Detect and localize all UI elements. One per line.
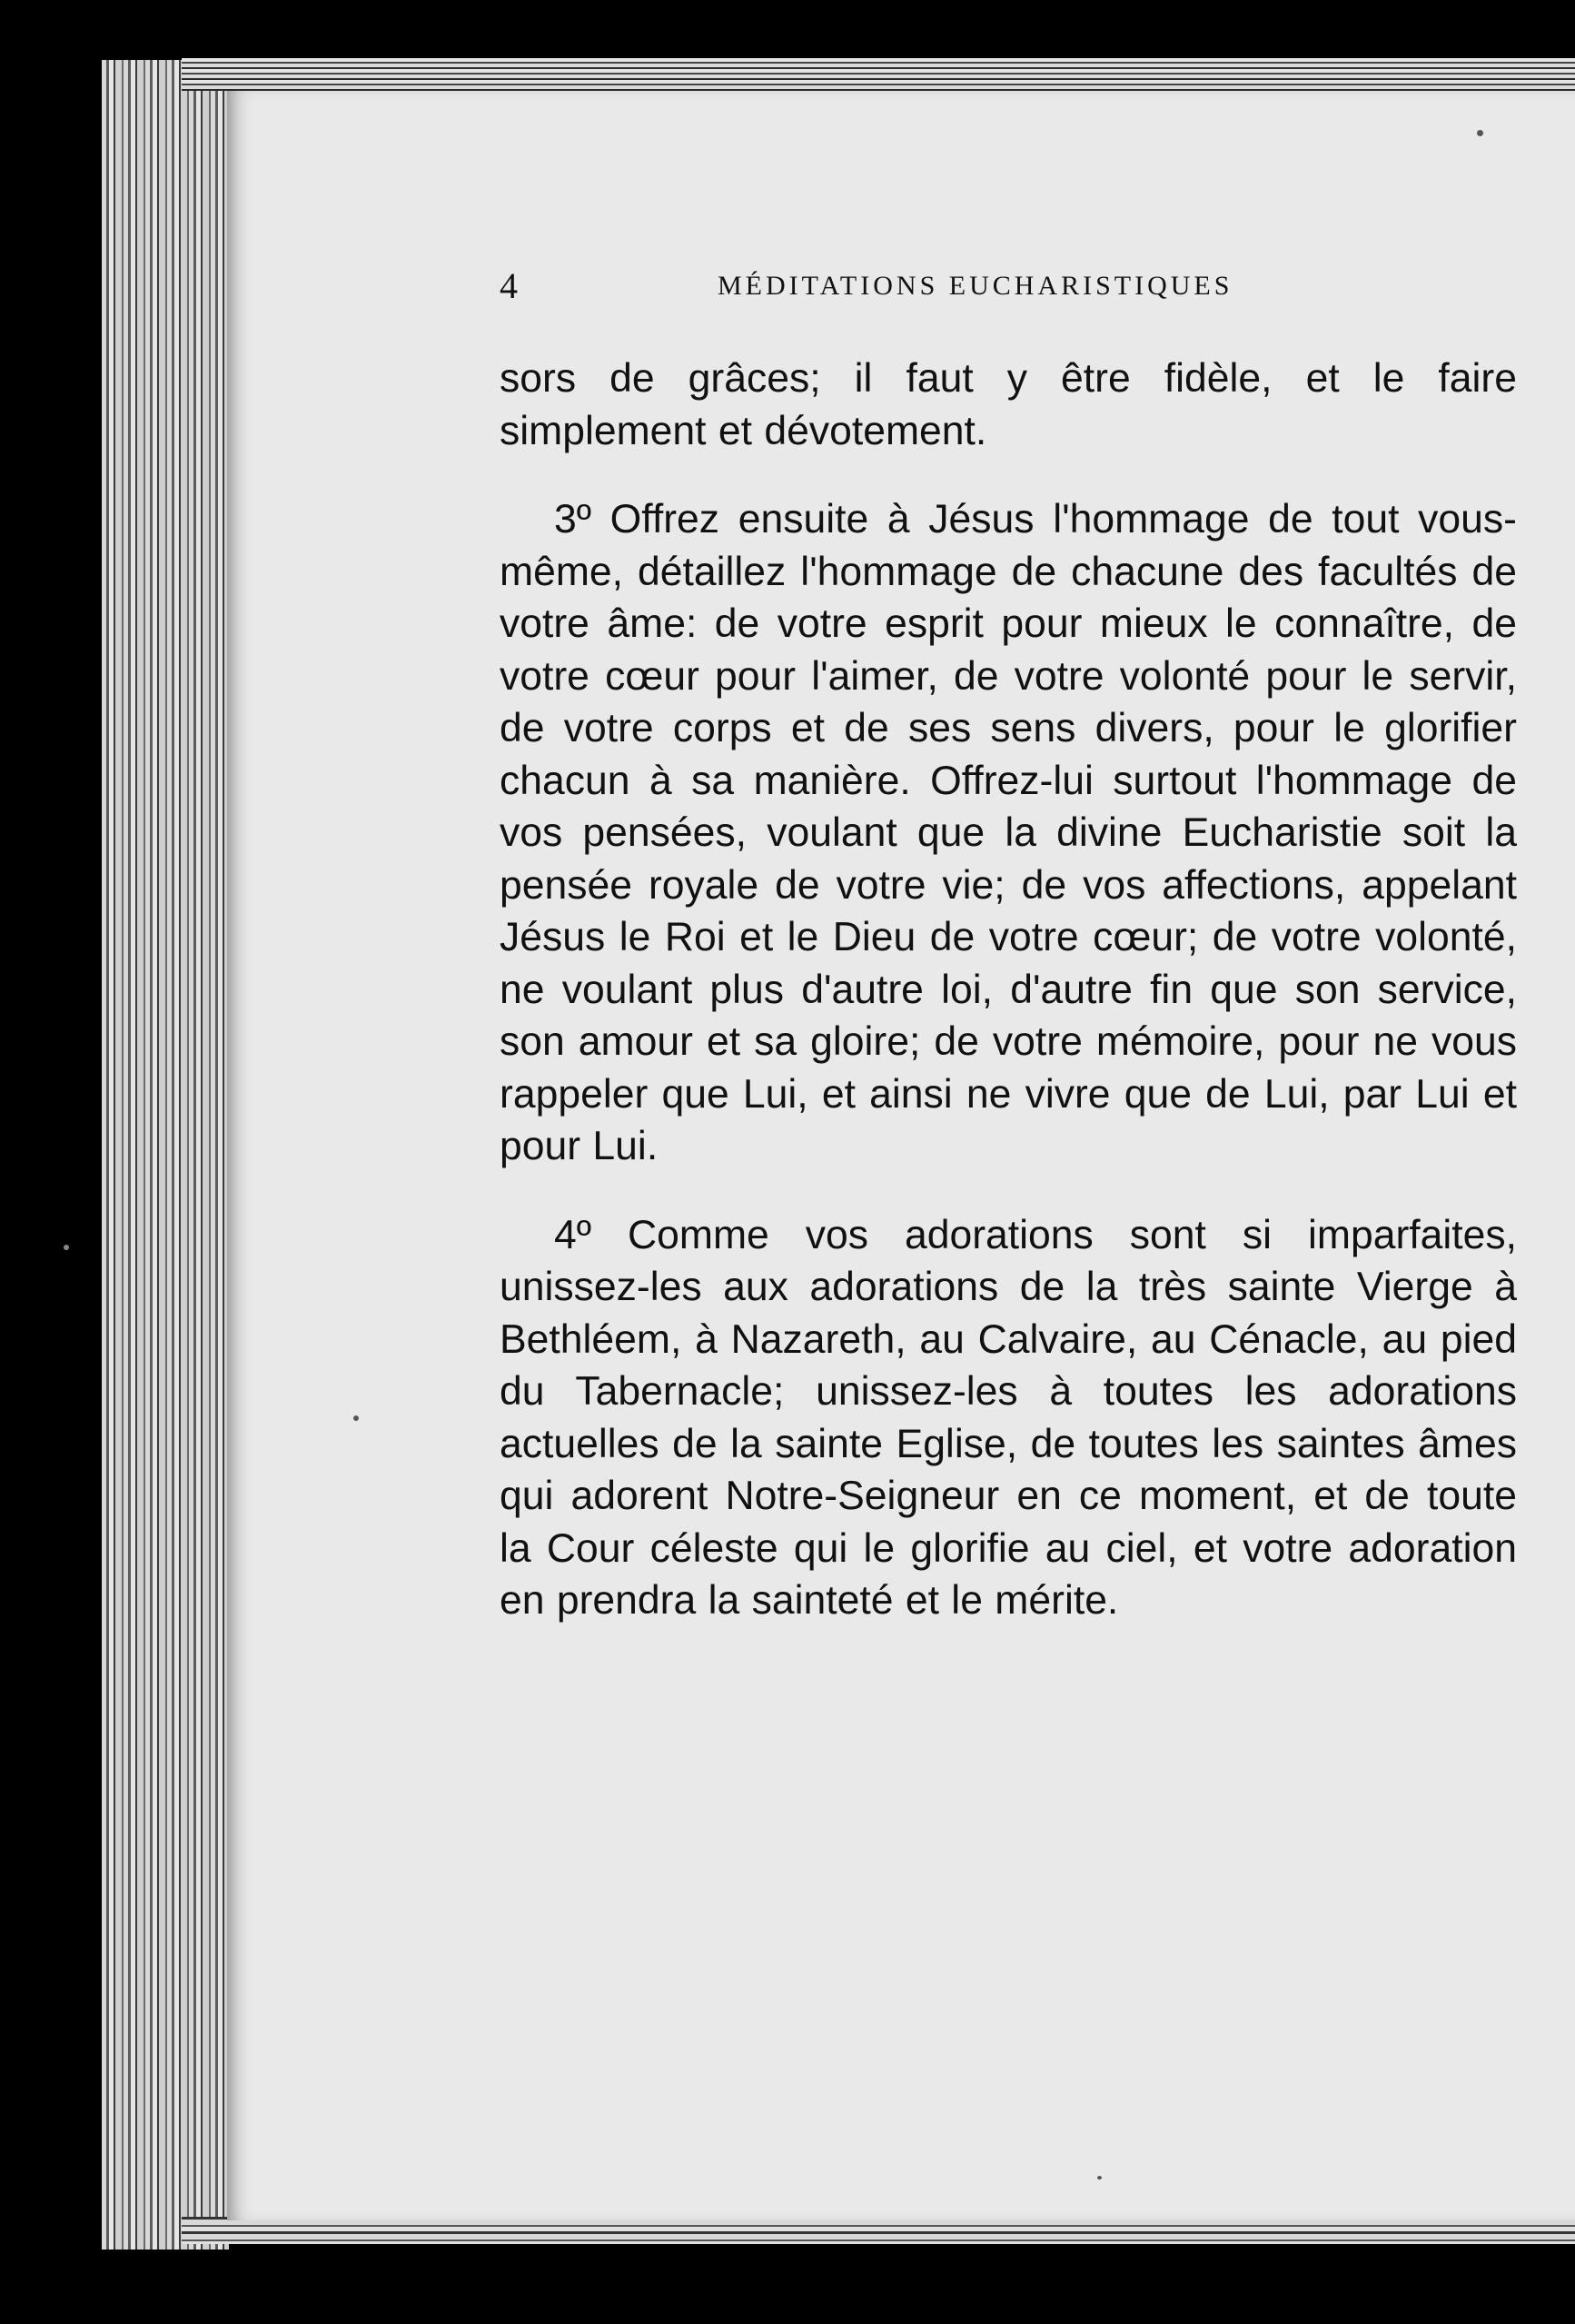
page-number: 4 <box>500 265 518 306</box>
paragraph-3: 3º Offrez ensuite à Jésus l'hommage de tout vous-même, détaillez l'hommage de chacune des facultés de votre âme: de votre esprit pour mieux le connaître, de votre cœur pour l'aimer, de votre volonté pour le servir, de votre corps et de ses sens divers, pour le glorifier chacun à sa manière. Offrez-lui surtout l'hommage de vos pensées, voulant que la divine Eucharistie soit la pensée royale de votre vie; de vos affections, appelant Jésus le Roi et le Dieu de votre cœur; de votre volonté, ne voulant plus d'autre loi, d'autre fin que son service, son amour et sa gloire; de votre mémoire, pour ne vous rappeler que Lui, et ainsi ne vivre que de Lui, par Lui et pour Lui. <box>500 497 1517 1168</box>
page-edges-left <box>102 60 229 2250</box>
paragraph-continuation: sors de grâces; il faut y être fidèle, et le faire simplement et dévotement. <box>500 356 1517 453</box>
running-head <box>500 263 1517 309</box>
paragraph-4: 4º Comme vos adorations sont si imparfaites, unissez-les aux adorations de la très sainte Vierge à Bethléem, à Nazareth, au Calvaire, au Cénacle, au pied du Tabernacle; unissez-les à toutes les adorations actuelles de la sainte Eglise, de toutes les saintes âmes qui adorent Notre-Seigneur en ce moment, et de toute la Cour céleste qui le glorifie au ciel, et votre adoration en prendra la sainteté et le mérite. <box>500 1212 1517 1623</box>
running-title: MÉDITATIONS EUCHARISTIQUES <box>718 271 1233 301</box>
page-edges-top <box>182 58 1575 91</box>
text-block <box>500 263 1517 1627</box>
page-edges-bottom <box>182 2217 1575 2244</box>
